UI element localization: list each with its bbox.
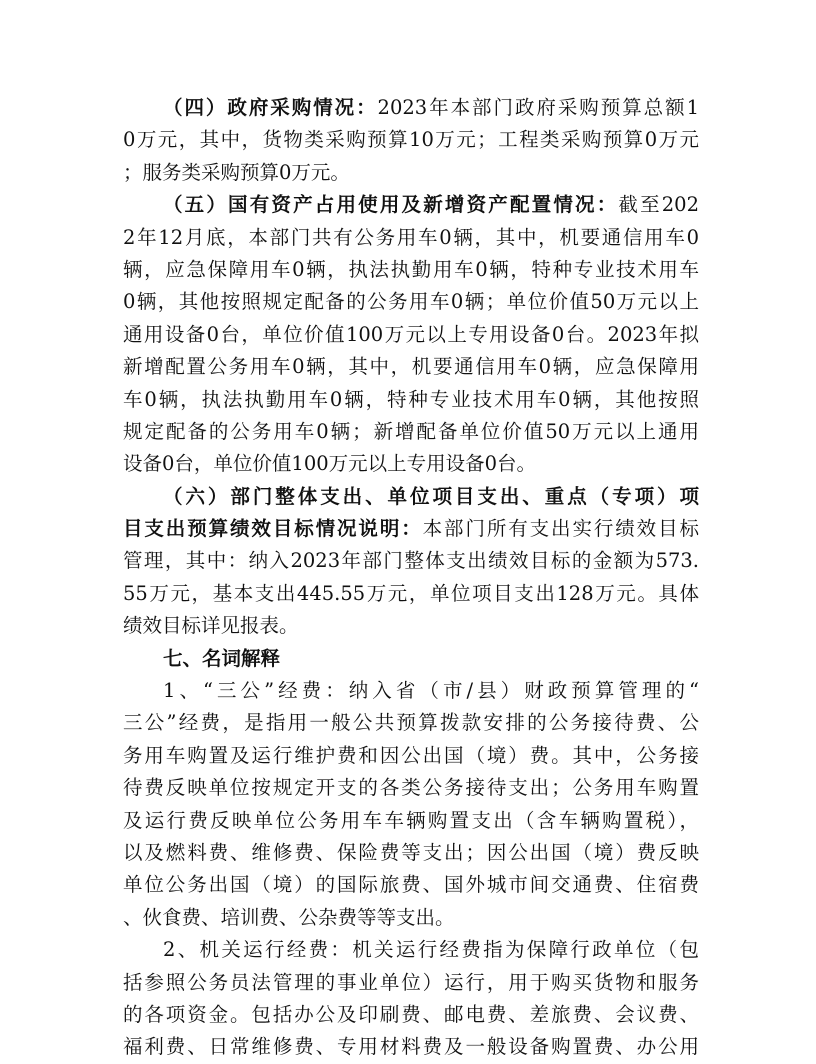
section6-line2: 目支出预算绩效目标情况说明：本部门所有支出实行绩效目标	[123, 517, 699, 541]
section5-line4: 0辆，其他按照规定配备的公务用车0辆；单位价值50万元以上	[123, 290, 699, 314]
section4-line1: （四）政府采购情况：2023年本部门政府采购预算总额1	[163, 96, 699, 119]
section6-line4: 55万元，基本支出445.55万元，单位项目支出128万元。具体	[123, 581, 699, 605]
term1-line3: 务用车购置及运行维护费和因公出国（境）费。其中，公务接	[123, 743, 699, 767]
term2-line2: 括参照公务员法管理的事业单位）运行，用于购买货物和服务	[123, 970, 699, 994]
section5-line9: 设备0台，单位价值100万元以上专用设备0台。	[123, 452, 537, 476]
term1-line7: 单位公务出国（境）的国际旅费、国外城市间交通费、住宿费	[123, 873, 699, 897]
section5-line6: 新增配置公务用车0辆，其中，机要通信用车0辆，应急保障用	[123, 355, 699, 379]
section4-heading: （四）政府采购情况：	[163, 96, 378, 119]
section6-heading-line1: （六）部门整体支出、单位项目支出、重点（专项）项	[163, 484, 699, 508]
section5-line3: 辆，应急保障用车0辆，执法执勤用车0辆，特种专业技术用车	[123, 257, 699, 281]
term1-line6: 以及燃料费、维修费、保险费等支出；因公出国（境）费反映	[123, 840, 699, 864]
section5-line8: 规定配备的公务用车0辆；新增配备单位价值50万元以上通用	[123, 419, 699, 443]
term2-line3: 的各项资金。包括办公及印刷费、邮电费、差旅费、会议费、	[123, 1002, 699, 1026]
section5-line5: 通用设备0台，单位价值100万元以上专用设备0台。2023年拟	[123, 322, 699, 346]
document-body	[123, 92, 699, 1064]
section7-heading: 七、名词解释	[163, 646, 281, 670]
term1-line4: 待费反映单位按规定开支的各类公务接待支出；公务用车购置	[123, 776, 699, 800]
term1-line5: 及运行费反映单位公务用车车辆购置支出（含车辆购置税），	[123, 808, 699, 832]
term1-line1: 1、“三公”经费：纳入省（市/县）财政预算管理的“	[163, 679, 699, 703]
section5-line1: （五）国有资产占用使用及新增资产配置情况：截至202	[163, 193, 699, 217]
term1-line2: 三公”经费，是指用一般公共预算拨款安排的公务接待费、公	[123, 711, 699, 735]
section5-heading: （五）国有资产占用使用及新增资产配置情况：	[163, 193, 619, 217]
section6-heading-line2: 目支出预算绩效目标情况说明：	[123, 517, 423, 541]
term2-line1: 2、机关运行经费：机关运行经费指为保障行政单位（包	[163, 938, 699, 962]
section5-line7: 车0辆，执法执勤用车0辆，特种专业技术用车0辆，其他按照	[123, 387, 699, 411]
term2-line4: 福利费、日常维修费、专用材料费及一般设备购置费、办公用	[123, 1035, 699, 1059]
term1-line8: 、伙食费、培训费、公杂费等等支出。	[123, 905, 455, 929]
section6-line5: 绩效目标详见报表。	[123, 614, 299, 638]
section4-line2: 0万元，其中，货物类采购预算10万元；工程类采购预算0万元	[123, 128, 699, 152]
section4-line3: ；服务类采购预算0万元。	[123, 160, 350, 184]
section5-line2: 2年12月底，本部门共有公务用车0辆，其中，机要通信用车0	[123, 225, 699, 249]
section6-line3: 管理，其中：纳入2023年部门整体支出绩效目标的金额为573.	[123, 549, 699, 573]
